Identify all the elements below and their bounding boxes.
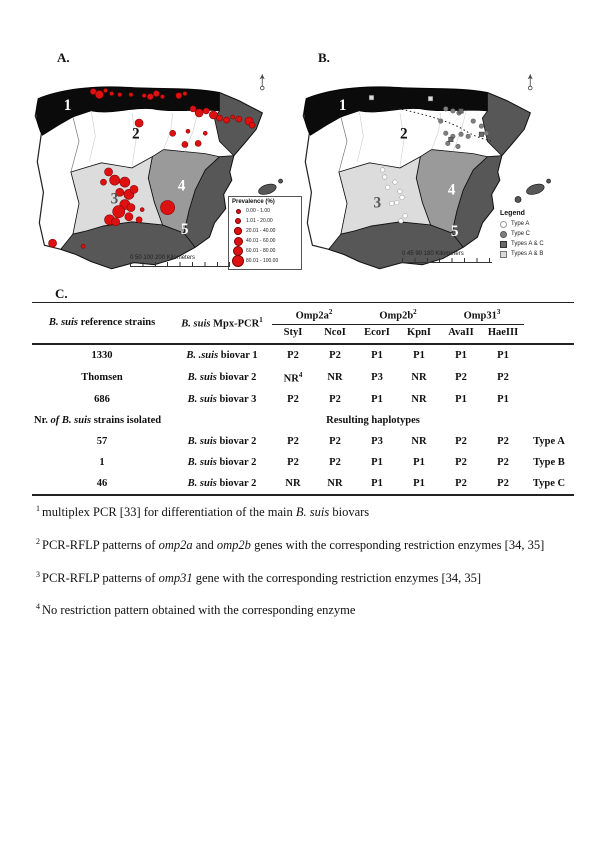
pattern-cell: P2 xyxy=(287,349,299,361)
type-cell: Type C xyxy=(532,478,566,489)
panel-a-label: A. xyxy=(57,50,70,65)
prevalence-dot xyxy=(100,179,106,185)
table-row xyxy=(32,473,574,495)
type_c-marker xyxy=(444,107,448,111)
pattern-cell: P1 xyxy=(497,394,509,405)
prevalence-dot-icon xyxy=(234,227,242,235)
table-row xyxy=(32,389,574,410)
table-row xyxy=(32,344,574,366)
group-header-omp31: $Omp31^3$ xyxy=(440,303,524,325)
prevalence-dot-icon xyxy=(235,218,241,224)
pattern-cell: P1 xyxy=(455,394,467,405)
group-header-omp2a: $Omp2a^2$ xyxy=(272,303,356,325)
pattern-cell: P2 xyxy=(455,457,467,468)
table-row xyxy=(32,366,574,390)
map-b-scalebar xyxy=(402,251,502,263)
pcr-cell: B. .suis biovar 1 xyxy=(186,349,258,361)
sub-header-styi: StyI xyxy=(272,324,314,344)
region-3-number: 3 xyxy=(110,190,119,208)
types_ab-marker xyxy=(369,95,373,99)
prevalence-dot xyxy=(147,94,153,100)
prevalence-dot-icon xyxy=(236,209,241,214)
prevalence-dot xyxy=(249,122,255,128)
pattern-cell: P2 xyxy=(287,436,299,447)
prevalence-legend-label: 60.01 - 80.00 xyxy=(246,248,276,254)
types-legend-label: Types A & B xyxy=(511,251,544,257)
prevalence-dot xyxy=(110,175,120,185)
pattern-cell: P1 xyxy=(413,478,425,489)
type_c-marker xyxy=(479,124,483,128)
pattern-cell: P2 xyxy=(455,371,467,383)
pattern-cell: P2 xyxy=(497,371,509,383)
col-header-reference-strains: B. suis reference strains xyxy=(32,303,172,344)
type_c-icon xyxy=(500,231,507,238)
region-2-number: 2 xyxy=(399,125,408,143)
type_a-marker xyxy=(403,213,407,217)
type_a-marker xyxy=(382,175,386,179)
table-row xyxy=(32,452,574,473)
pattern-cell: NR xyxy=(411,371,427,383)
strain-cell: 46 xyxy=(96,478,108,489)
prevalence-dot xyxy=(104,168,112,176)
type_a-marker xyxy=(390,201,394,205)
strain-cell: 1 xyxy=(99,457,105,468)
sub-header-kpni: KpnI xyxy=(398,324,440,344)
pattern-cell: P2 xyxy=(455,478,467,489)
map-b-scale-ruler xyxy=(402,258,492,263)
pattern-cell: NR xyxy=(285,478,301,489)
strain-cell: Thomsen xyxy=(81,371,123,383)
region-5-number: 5 xyxy=(180,221,189,239)
footnote-3: $^3$ PCR-RFLP patterns of omp31 gene with the corresponding restriction enzymes [34, 35] xyxy=(36,569,482,585)
prevalence-legend-label: 1.01 - 20.00 xyxy=(246,218,273,224)
prevalence-legend-title: Prevalence (%) xyxy=(232,199,275,205)
prevalence-dot xyxy=(153,91,159,97)
type_a-marker xyxy=(399,219,403,223)
pattern-cell: P2 xyxy=(329,436,341,447)
pcr-cell: B. suis biovar 2 xyxy=(187,478,257,489)
strain-cell: 686 xyxy=(94,394,110,405)
prevalence-dot xyxy=(176,93,182,99)
prevalence-dot xyxy=(203,108,209,114)
col-header-type xyxy=(524,303,574,344)
types_ac-marker xyxy=(449,137,453,141)
pattern-cell: P1 xyxy=(371,457,383,468)
prevalence-legend-label: 40.01 - 60.00 xyxy=(246,238,276,244)
prevalence-legend-label: 80.01 - 100.00 xyxy=(246,258,279,264)
type_a-marker xyxy=(380,168,384,172)
prevalence-dot xyxy=(110,92,114,96)
types-legend xyxy=(500,210,572,259)
prevalence-dot xyxy=(190,106,196,112)
prevalence-dot xyxy=(129,93,133,97)
prevalence-legend-label: 20.01 - 40.00 xyxy=(246,228,276,234)
pattern-cell: P2 xyxy=(497,436,509,447)
map-a-scale-ruler xyxy=(130,262,230,267)
prevalence-legend-item xyxy=(232,236,298,246)
pattern-cell: P2 xyxy=(287,457,299,468)
map-a-scale-text: 0 50 100 200 Kilometers xyxy=(130,255,196,261)
type-cell xyxy=(524,389,574,410)
prevalence-legend-item xyxy=(232,216,298,226)
pattern-cell: P1 xyxy=(497,349,509,361)
prevalence-legend-item xyxy=(232,206,298,216)
type_a-icon xyxy=(500,221,507,228)
haplotype-table xyxy=(32,302,574,496)
type_c-marker xyxy=(444,131,448,135)
pcr-cell: B. suis biovar 2 xyxy=(187,371,257,383)
prevalence-dot xyxy=(183,92,187,96)
prevalence-dot xyxy=(182,141,188,147)
pattern-cell: P3 xyxy=(371,436,383,447)
section-left-label: Nr. of B. suis strains isolated xyxy=(34,415,162,426)
region-1-number: 1 xyxy=(338,96,347,114)
pattern-cell: P2 xyxy=(329,349,341,361)
region-4-number: 4 xyxy=(447,181,456,199)
pattern-cell: NR xyxy=(411,436,427,447)
prevalence-legend-item xyxy=(232,226,298,236)
footnotes xyxy=(36,504,571,635)
pattern-cell: P1 xyxy=(413,457,425,468)
type_c-marker xyxy=(459,132,463,136)
types-legend-item xyxy=(500,249,572,259)
type_a-marker xyxy=(395,200,399,204)
prevalence-legend-label: 0.00 - 1.00 xyxy=(246,208,270,214)
types-legend-item xyxy=(500,229,572,239)
prevalence-dot xyxy=(120,177,130,187)
region-2-number: 2 xyxy=(131,125,140,143)
pattern-cell: P1 xyxy=(413,349,425,361)
prevalence-dot xyxy=(186,129,190,133)
prevalence-dot xyxy=(140,208,144,212)
pcr-cell: B. suis biovar 2 xyxy=(187,457,257,468)
type-cell xyxy=(524,366,574,390)
prevalence-dot xyxy=(95,91,103,99)
prevalence-dot xyxy=(118,93,122,97)
sub-header-avaii: AvaII xyxy=(440,324,482,344)
pattern-cell: P3 xyxy=(371,371,383,383)
footnote-2: $^2$ PCR-RFLP patterns of omp2a and omp2b genes with the corresponding restriction enzymes [34, 35] xyxy=(36,536,545,552)
pcr-cell: B. suis biovar 2 xyxy=(187,436,257,447)
section-right-label: Resulting haplotypes xyxy=(326,415,420,426)
pattern-cell: P1 xyxy=(371,478,383,489)
region-1-number: 1 xyxy=(63,96,72,114)
type_c-marker xyxy=(451,109,455,113)
pattern-cell: P1 xyxy=(371,394,383,405)
sub-header-haeiii: HaeIII xyxy=(482,324,524,344)
pattern-cell: NR xyxy=(411,394,427,405)
types-legend-label: Type C xyxy=(511,231,531,237)
region-4-number: 4 xyxy=(177,177,186,195)
types-legend-item xyxy=(500,219,572,229)
pattern-cell: P2 xyxy=(455,436,467,447)
prevalence-dot xyxy=(125,213,133,221)
type_c-marker xyxy=(471,119,475,123)
section-row xyxy=(32,410,574,431)
prevalence-dot xyxy=(142,94,146,98)
prevalence-dot xyxy=(160,200,174,214)
type_a-marker xyxy=(386,185,390,189)
pattern-cell: P2 xyxy=(497,457,509,468)
prevalence-dot xyxy=(112,218,120,226)
pattern-cell: $NR^4$ xyxy=(283,370,303,384)
map-a-scalebar xyxy=(130,255,240,267)
strain-cell: 57 xyxy=(96,436,108,447)
types-legend-item xyxy=(500,239,572,249)
region-3-number: 3 xyxy=(373,194,382,212)
col-header-mpx-pcr: B. suis Mpx-PCR$^1$ xyxy=(172,303,272,344)
types_ac-marker xyxy=(479,132,483,136)
sub-header-ncoi: NcoI xyxy=(314,324,356,344)
type_a-marker xyxy=(398,189,402,193)
type-cell: Type B xyxy=(533,457,565,468)
prevalence-dot-icon xyxy=(234,237,243,246)
prevalence-dot xyxy=(130,185,138,193)
panel-c-label: C. xyxy=(55,286,68,301)
pattern-cell: P1 xyxy=(371,349,383,361)
type_c-marker xyxy=(456,144,460,148)
prevalence-dot xyxy=(81,244,85,248)
prevalence-dot xyxy=(224,117,230,123)
types_ac-marker xyxy=(459,109,463,113)
prevalence-dot xyxy=(49,239,57,247)
prevalence-dot xyxy=(216,115,222,121)
footnote-1: $^1$ multiplex PCR [33] for differentiation of the main B. suis biovars xyxy=(36,504,370,520)
strain-cell: 1330 xyxy=(91,349,113,361)
prevalence-dot xyxy=(103,89,107,93)
prevalence-dot xyxy=(170,130,176,136)
prevalence-legend-item xyxy=(232,256,298,266)
types_ab-marker xyxy=(428,96,432,100)
prevalence-dot xyxy=(203,131,207,135)
panel-b-label: B. xyxy=(318,50,330,65)
prevalence-dot xyxy=(127,204,135,212)
map-b-scale-text: 0 45 90 180 Kilometers xyxy=(402,251,464,257)
type_c-marker xyxy=(484,131,488,135)
table-row xyxy=(32,431,574,452)
pattern-cell: P1 xyxy=(455,349,467,361)
type_c-marker xyxy=(466,134,470,138)
sub-header-ecori: EcorI xyxy=(356,324,398,344)
prevalence-dot xyxy=(195,109,203,117)
types-legend-title: Legend xyxy=(500,210,525,217)
region-5-number: 5 xyxy=(450,223,459,241)
types-legend-label: Type A xyxy=(511,221,530,227)
prevalence-dot xyxy=(136,217,142,223)
type_c-marker xyxy=(446,141,450,145)
pattern-cell: P2 xyxy=(497,478,509,489)
type_c-marker xyxy=(438,119,442,123)
footnote-4: $^4$ No restriction pattern obtained with the corresponding enzyme xyxy=(36,602,356,618)
types-legend-label: Types A & C xyxy=(511,241,544,247)
pattern-cell: NR xyxy=(327,371,343,383)
pattern-cell: P2 xyxy=(329,457,341,468)
pattern-cell: P2 xyxy=(329,394,341,405)
group-header-omp2b: $Omp2b^2$ xyxy=(356,303,440,325)
prevalence-dot xyxy=(160,95,164,99)
type-cell: Type A xyxy=(533,436,565,447)
pcr-cell: B. suis biovar 3 xyxy=(187,394,257,405)
prevalence-dot xyxy=(236,116,242,122)
prevalence-dot xyxy=(195,140,201,146)
pattern-cell: P2 xyxy=(287,394,299,405)
type-cell xyxy=(524,344,574,366)
types_ac-icon xyxy=(500,241,507,248)
pattern-cell: NR xyxy=(327,478,343,489)
type_a-marker xyxy=(393,180,397,184)
type_a-marker xyxy=(400,195,404,199)
prevalence-dot xyxy=(231,115,235,119)
